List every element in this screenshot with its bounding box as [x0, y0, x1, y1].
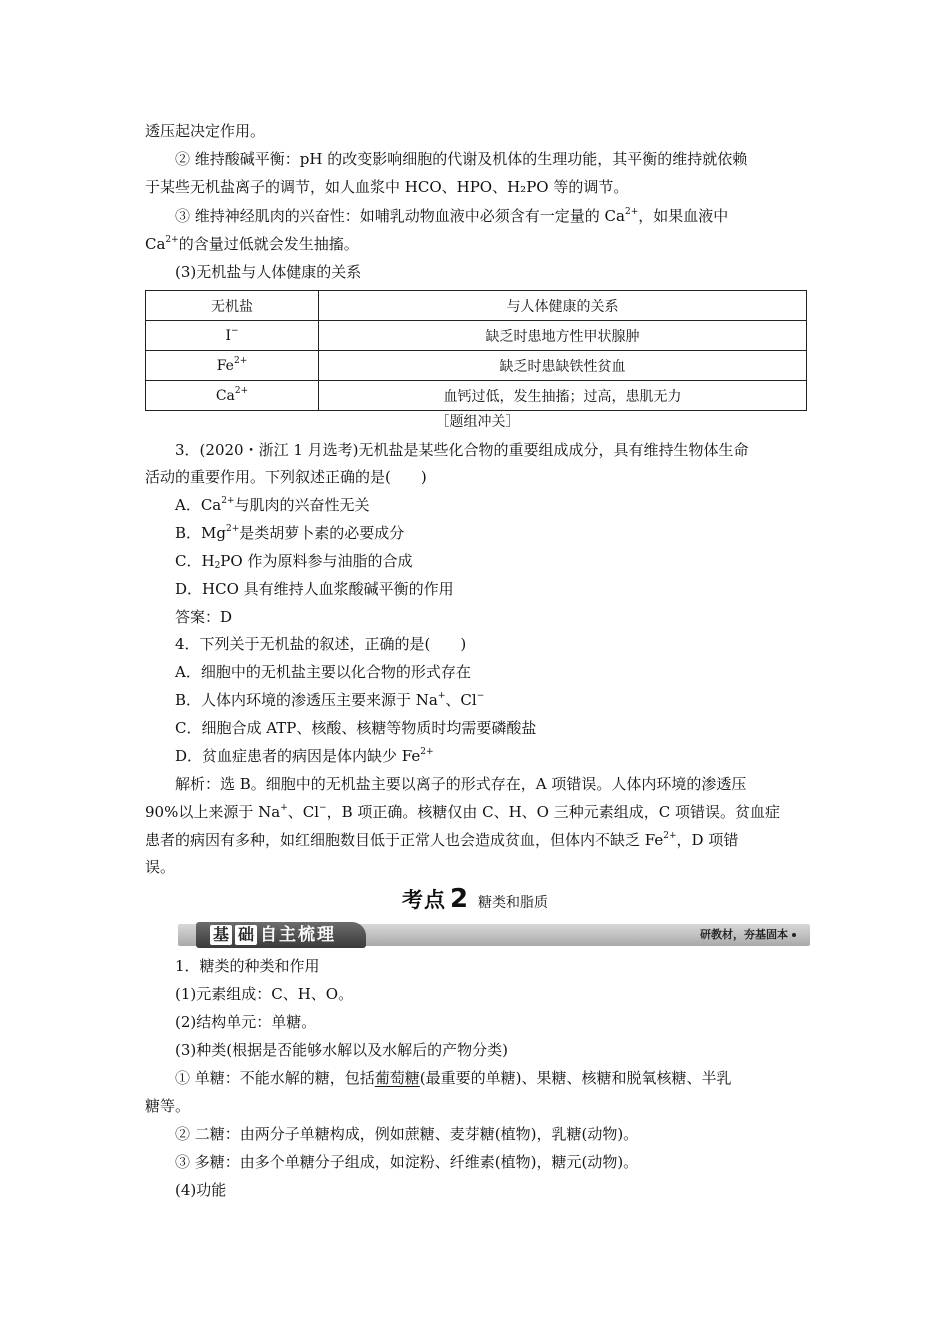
sugar-polysaccharide: ③ 多糖：由多个单糖分子组成，如淀粉、纤维素(植物)，糖元(动物)。 — [175, 1153, 639, 1171]
banner-char-2: 础 — [235, 925, 257, 945]
question-3-answer: 答案：D — [175, 608, 233, 626]
question-4-explanation: 解析：选 B。细胞中的无机盐主要以离子的形式存在，A 项错误。人体内环境的渗透压 — [175, 775, 747, 793]
table-cell-salt: $Ca^{2+}$ — [146, 381, 319, 411]
question-4-stem: 4．下列关于无机盐的叙述，正确的是( ) — [175, 635, 467, 653]
sugar-monosaccharide-cont: 糖等。 — [145, 1097, 191, 1115]
question-4-explanation-cont: 误。 — [145, 858, 176, 876]
section-title-kaodian-2 — [0, 884, 950, 914]
sugar-elements: (1)元素组成：C、H、O。 — [175, 985, 354, 1003]
table-cell-salt: I− — [146, 321, 319, 351]
sugar-disaccharide: ② 二糖：由两分子单糖构成，例如蔗糖、麦芽糖(植物)，乳糖(动物)。 — [175, 1125, 639, 1143]
question-3-stem-cont: 活动的重要作用。下列叙述正确的是( ) — [145, 468, 427, 486]
table-row — [146, 351, 807, 381]
paragraph-continuation: 透压起决定作用。 — [145, 122, 266, 140]
table-row — [146, 381, 807, 411]
table-cell-salt: $Fe^{2+}$ — [146, 351, 319, 381]
table-row — [146, 321, 807, 351]
question-4-option-b: B．人体内环境的渗透压主要来源于 Na+、Cl− — [175, 691, 485, 709]
section-heading-3: (3)无机盐与人体健康的关系 — [175, 263, 362, 281]
table-header-salt: 无机盐 — [146, 291, 319, 321]
banner-rest: 自主梳理 — [260, 925, 336, 945]
underlined-glucose: 葡萄糖 — [374, 1069, 420, 1087]
question-3-option-d: D．HCO 具有维持人血浆酸碱平衡的作用 — [175, 580, 454, 598]
kaodian-label: 考点 — [401, 888, 446, 912]
question-3-stem: 3．(2020・浙江 1 月选考)无机盐是某些化合物的重要组成成分，具有维持生物体生命 — [175, 441, 749, 459]
paragraph-nerve-cont: $Ca^{2+}$的含量过低就会发生抽搐。 — [145, 235, 359, 253]
sugar-monosaccharide: ① 单糖：不能水解的糖，包括葡萄糖(最重要的单糖)、果糖、核糖和脱氧核糖、半乳 — [175, 1069, 732, 1087]
banner-tab — [196, 922, 366, 948]
table-cell-relation: 缺乏时患缺铁性贫血 — [319, 351, 807, 381]
table-cell-relation: 缺乏时患地方性甲状腺肿 — [319, 321, 807, 351]
question-4-option-d: D．贫血症患者的病因是体内缺少 $Fe^{2+}$ — [175, 747, 434, 765]
kaodian-number: 2 — [449, 884, 469, 914]
question-4-option-a: A．细胞中的无机盐主要以化合物的形式存在 — [175, 663, 471, 681]
table-header-relation: 与人体健康的关系 — [319, 291, 807, 321]
question-4-explanation-cont: 90%以上来源于 Na+、Cl−，B 项正确。核糖仅由 C、H、O 三种元素组成，C 项错误。贫血症 — [145, 803, 780, 821]
sugar-function: (4)功能 — [175, 1181, 227, 1199]
sugar-units: (2)结构单元：单糖。 — [175, 1013, 317, 1031]
table-header-row — [146, 291, 807, 321]
question-3-option-b: B．$Mg^{2+}$是类胡萝卜素的必要成分 — [175, 524, 405, 542]
table-cell-relation: 血钙过低，发生抽搐；过高，患肌无力 — [319, 381, 807, 411]
paragraph-nerve: ③ 维持神经肌肉的兴奋性：如哺乳动物血液中必须含有一定量的 $Ca^{2+}$，如果血液中 — [175, 207, 729, 225]
paragraph-acid-base-cont: 于某些无机盐离子的调节，如人血浆中 HCO、HPO、H₂PO 等的调节。 — [145, 178, 629, 196]
kaodian-title: 糖类和脂质 — [478, 895, 549, 911]
salt-health-table — [145, 290, 807, 411]
section-banner — [178, 924, 810, 946]
banner-char-1: 基 — [210, 925, 232, 945]
banner-right: 研教材，夯基固本 — [700, 924, 796, 946]
paragraph-acid-base: ② 维持酸碱平衡：pH 的改变影响细胞的代谢及机体的生理功能，其平衡的维持就依赖 — [175, 150, 748, 168]
question-4-option-c: C．细胞合成 ATP、核酸、核糖等物质时均需要磷酸盐 — [175, 719, 537, 737]
table-caption: ［题组冲关］ — [435, 414, 520, 430]
sugar-types: (3)种类(根据是否能够水解以及水解后的产物分类) — [175, 1041, 508, 1059]
sugar-heading: 1．糖类的种类和作用 — [175, 957, 320, 975]
question-3-option-c: C．$H_2PO$ 作为原料参与油脂的合成 — [175, 552, 413, 571]
question-4-explanation-cont: 患者的病因有多种，如红细胞数目低于正常人也会造成贫血，但体内不缺乏 $Fe^{2+}$，D 项错 — [145, 831, 739, 849]
question-3-option-a: A．$Ca^{2+}$与肌肉的兴奋性无关 — [175, 496, 370, 514]
bullet-dot-icon — [792, 933, 796, 937]
